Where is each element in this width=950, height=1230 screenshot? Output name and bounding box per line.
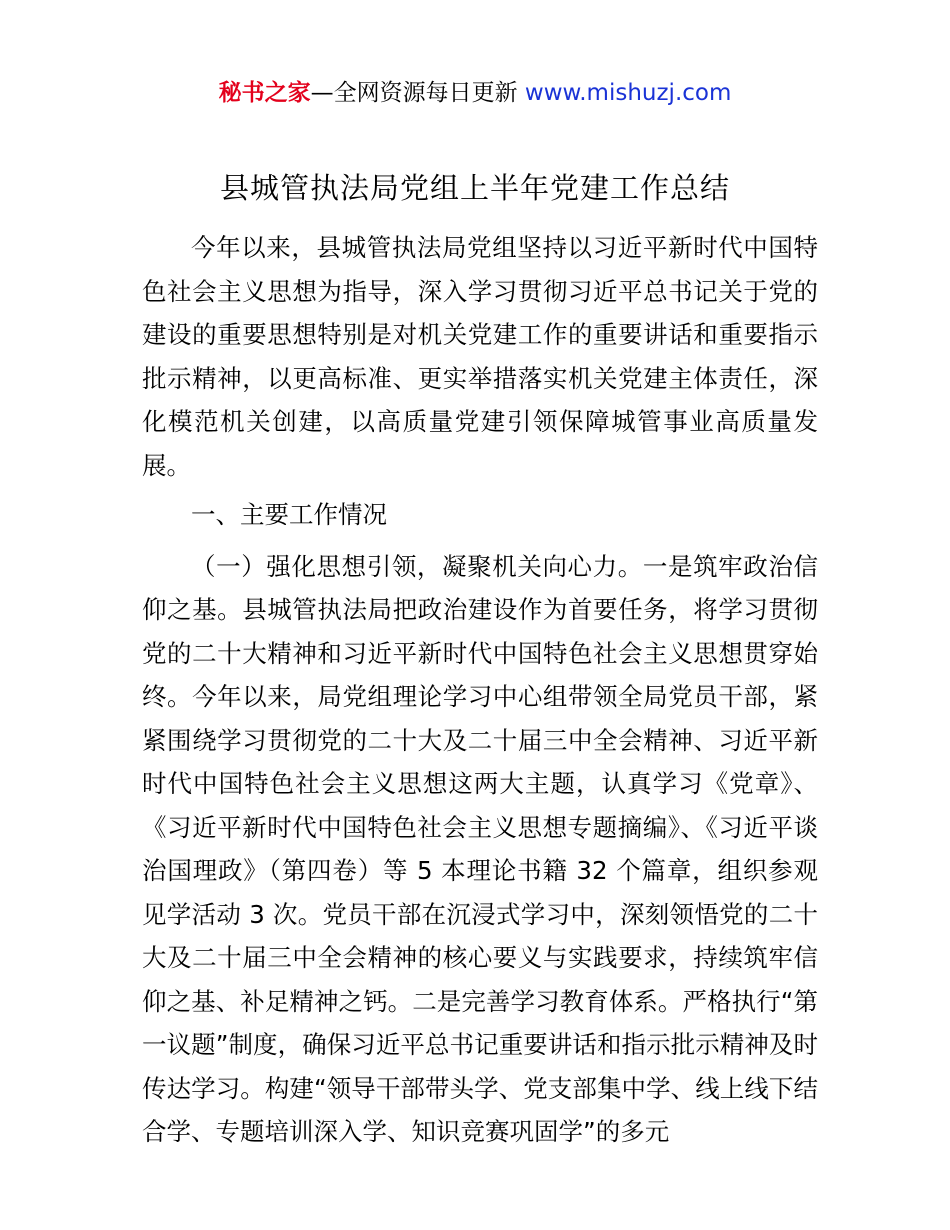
site-tagline: —全网资源每日更新 xyxy=(310,80,518,106)
site-banner xyxy=(0,76,950,110)
site-brand: 秘书之家 xyxy=(218,80,311,106)
site-url-link[interactable]: www.mishuzj.com xyxy=(524,80,732,106)
document-body xyxy=(142,226,818,1154)
document-title: 县城管执法局党组上半年党建工作总结 xyxy=(219,171,730,205)
section-heading: 一、主要工作情况 xyxy=(191,500,387,529)
intro-paragraph: 今年以来，县城管执法局党组坚持以习近平新时代中国特色社会主义思想为指导，深入学习贯彻习近平总书记关于党的建设的重要思想特别是对机关党建工作的重要讲话和重要指示批示精神，以更高标准、更实举措落实机关党建主体责任，深化模范机关创建，以高质量党建引领保障城管事业高质量发展。 xyxy=(142,233,818,480)
section-paragraph: （一）强化思想引领，凝聚机关向心力。一是筑牢政治信仰之基。县城管执法局把政治建设作为首要任务，将学习贯彻党的二十大精神和习近平新时代中国特色社会主义思想贯穿始终。今年以来，局党组理论学习中心组带领全局党员干部，紧紧围绕学习贯彻党的二十大及二十届三中全会精神、习近平新时代中国特色社会主义思想这两大主题，认真学习《党章》、《习近平新时代中国特色社会主义思想专题摘编》、《习近平谈治国理政》（第四卷）等 5 本理论书籍 32 个篇章，组织参观见学活动 3 次。党员干部在沉浸式学习中，深刻领悟党的二十大及二十届三中全会精神的核心要义与实践要求，持续筑牢信仰之基、补足精神之钙。二是完善学习教育体系。严格执行“第一议题”制度，确保习近平总书记重要讲话和指示批示精神及时传达学习。构建“领导干部带头学、党支部集中学、线上线下结合学、专题培训深入学、知识竞赛巩固学”的多元 xyxy=(142,551,818,1146)
